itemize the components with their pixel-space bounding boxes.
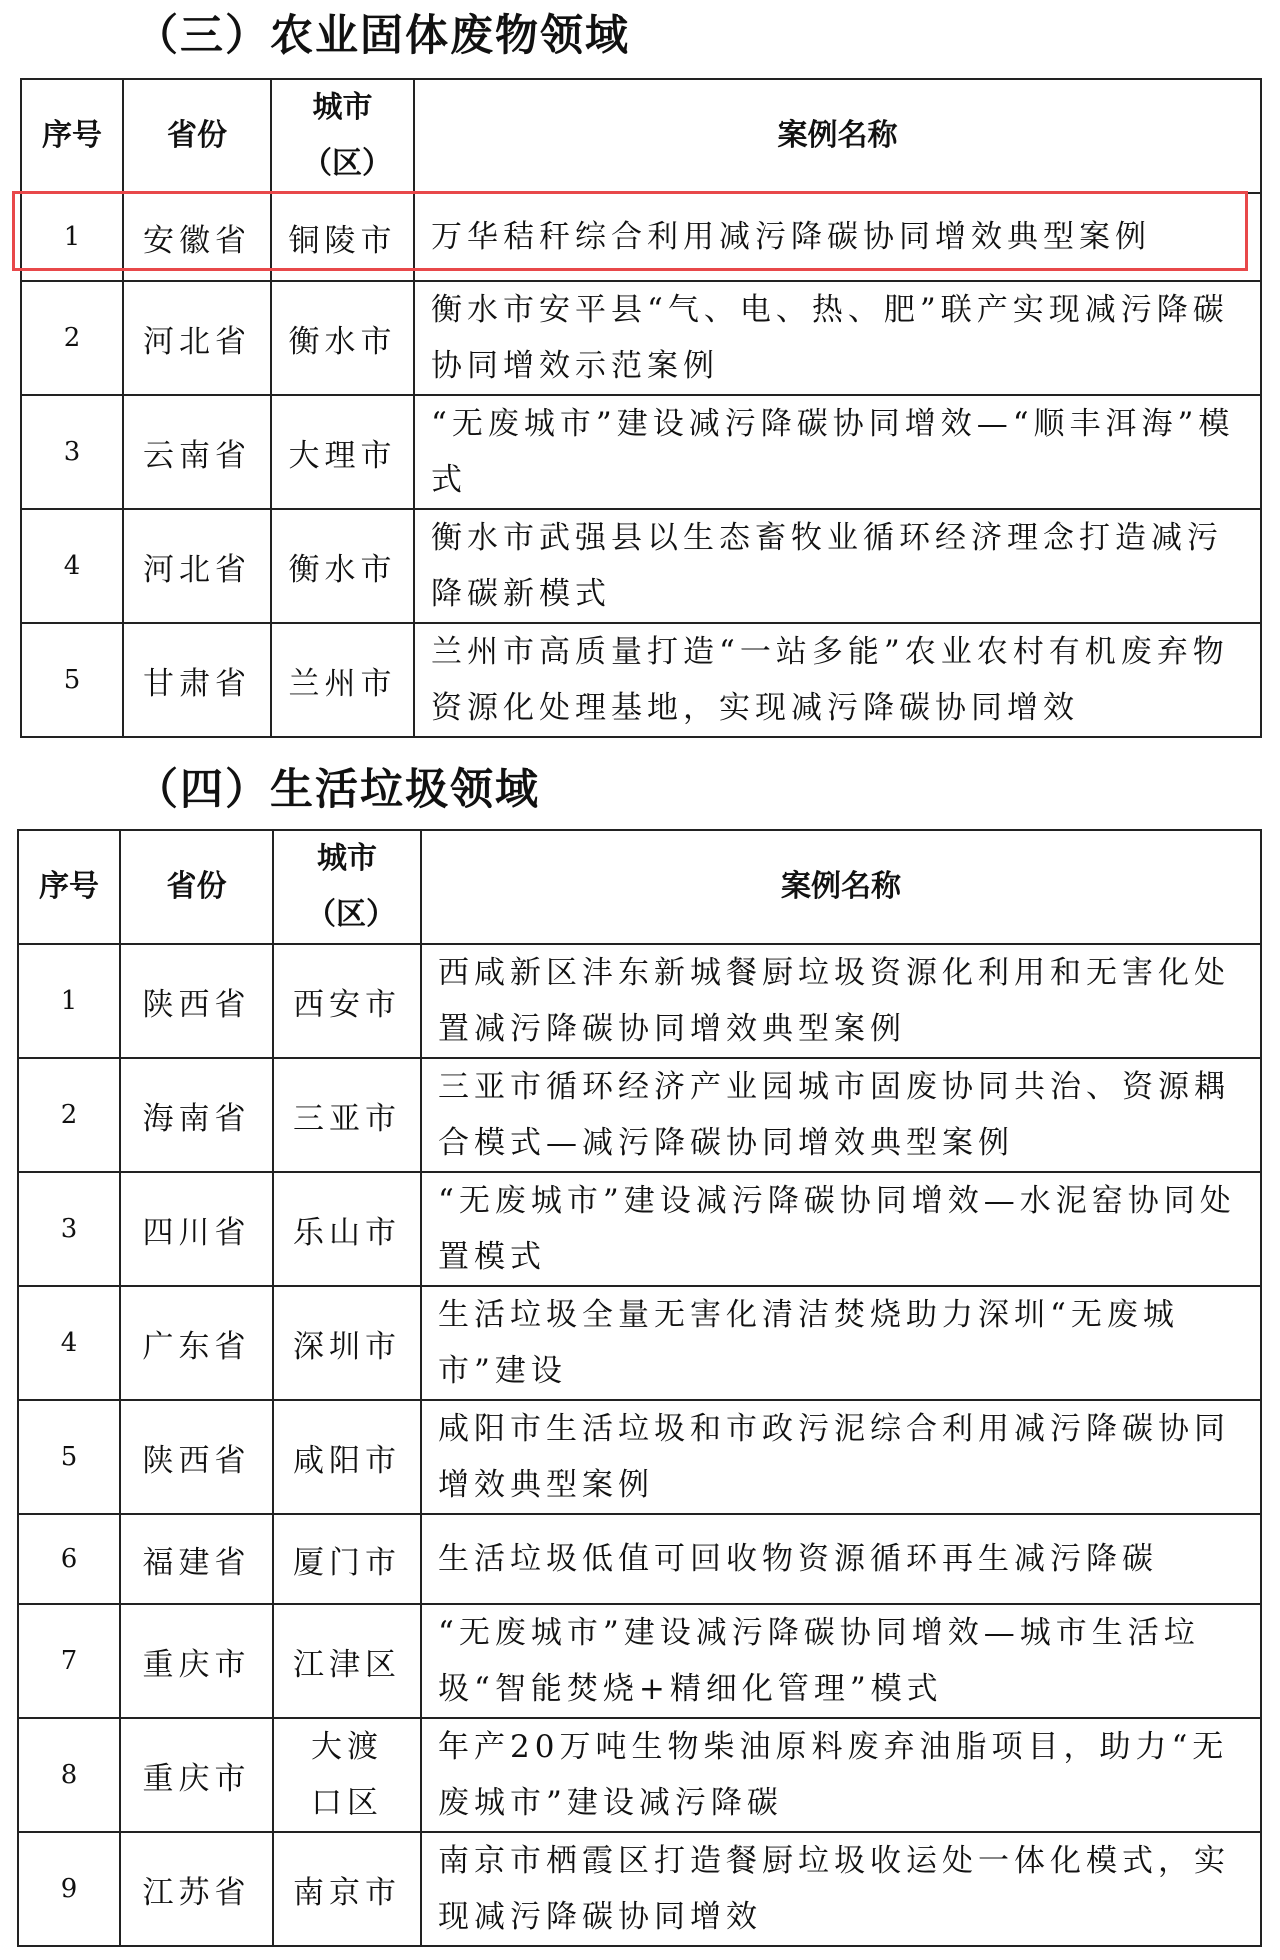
row-no: 1 bbox=[18, 944, 120, 1058]
header-city: 城市（区） bbox=[273, 830, 421, 944]
row-province: 四川省 bbox=[120, 1172, 273, 1286]
header-city: 城市（区） bbox=[271, 79, 414, 193]
table-row bbox=[18, 1172, 1261, 1286]
row-case-name: 西咸新区沣东新城餐厨垃圾资源化利用和无害化处置减污降碳协同增效典型案例 bbox=[421, 944, 1261, 1058]
table-row bbox=[21, 281, 1261, 395]
row-case-name: 年产20万吨生物柴油原料废弃油脂项目，助力“无废城市”建设减污降碳 bbox=[421, 1718, 1261, 1832]
row-case-name: 衡水市安平县“气、电、热、肥”联产实现减污降碳协同增效示范案例 bbox=[414, 281, 1261, 395]
row-no: 5 bbox=[21, 623, 123, 737]
table-row bbox=[18, 1718, 1261, 1832]
row-case-name: 南京市栖霞区打造餐厨垃圾收运处一体化模式，实现减污降碳协同增效 bbox=[421, 1832, 1261, 1946]
row-province: 江苏省 bbox=[120, 1832, 273, 1946]
row-province: 云南省 bbox=[123, 395, 271, 509]
row-province: 陕西省 bbox=[120, 944, 273, 1058]
row-city: 衡水市 bbox=[271, 509, 414, 623]
row-province: 广东省 bbox=[120, 1286, 273, 1400]
row-province: 海南省 bbox=[120, 1058, 273, 1172]
row-no: 4 bbox=[18, 1286, 120, 1400]
row-no: 2 bbox=[18, 1058, 120, 1172]
row-case-name: “无废城市”建设减污降碳协同增效—水泥窑协同处置模式 bbox=[421, 1172, 1261, 1286]
row-no: 3 bbox=[18, 1172, 120, 1286]
table-row bbox=[21, 623, 1261, 737]
row-province: 河北省 bbox=[123, 281, 271, 395]
table-row bbox=[18, 1286, 1261, 1400]
row-case-name: 衡水市武强县以生态畜牧业循环经济理念打造减污降碳新模式 bbox=[414, 509, 1261, 623]
row-city: 大渡口区 bbox=[273, 1718, 421, 1832]
header-province: 省份 bbox=[123, 79, 271, 193]
row-case-name: 万华秸秆综合利用减污降碳协同增效典型案例 bbox=[414, 193, 1261, 281]
header-no: 序号 bbox=[21, 79, 123, 193]
row-no: 1 bbox=[21, 193, 123, 281]
row-no: 3 bbox=[21, 395, 123, 509]
row-no: 2 bbox=[21, 281, 123, 395]
row-case-name: “无废城市”建设减污降碳协同增效—城市生活垃圾“智能焚烧+精细化管理”模式 bbox=[421, 1604, 1261, 1718]
table-row bbox=[18, 944, 1261, 1058]
table-row bbox=[18, 1832, 1261, 1946]
row-province: 安徽省 bbox=[123, 193, 271, 281]
header-case-name: 案例名称 bbox=[414, 79, 1261, 193]
table-row bbox=[18, 1400, 1261, 1514]
row-case-name: 三亚市循环经济产业园城市固废协同共治、资源耦合模式—减污降碳协同增效典型案例 bbox=[421, 1058, 1261, 1172]
row-case-name: “无废城市”建设减污降碳协同增效—“顺丰洱海”模式 bbox=[414, 395, 1261, 509]
table-row bbox=[18, 1058, 1261, 1172]
row-no: 7 bbox=[18, 1604, 120, 1718]
table-row bbox=[21, 193, 1261, 281]
row-case-name: 生活垃圾全量无害化清洁焚烧助力深圳“无废城市”建设 bbox=[421, 1286, 1261, 1400]
table-row bbox=[21, 509, 1261, 623]
row-no: 6 bbox=[18, 1514, 120, 1604]
row-city: 大理市 bbox=[271, 395, 414, 509]
row-city: 兰州市 bbox=[271, 623, 414, 737]
table-row bbox=[21, 395, 1261, 509]
row-city: 咸阳市 bbox=[273, 1400, 421, 1514]
table-row bbox=[18, 1514, 1261, 1604]
row-province: 河北省 bbox=[123, 509, 271, 623]
row-province: 陕西省 bbox=[120, 1400, 273, 1514]
row-city: 深圳市 bbox=[273, 1286, 421, 1400]
row-case-name: 生活垃圾低值可回收物资源循环再生减污降碳 bbox=[421, 1514, 1261, 1604]
row-case-name: 咸阳市生活垃圾和市政污泥综合利用减污降碳协同增效典型案例 bbox=[421, 1400, 1261, 1514]
row-city: 三亚市 bbox=[273, 1058, 421, 1172]
row-no: 9 bbox=[18, 1832, 120, 1946]
row-city: 厦门市 bbox=[273, 1514, 421, 1604]
household-waste-cases-table bbox=[17, 829, 1262, 1947]
row-city: 铜陵市 bbox=[271, 193, 414, 281]
row-city: 江津区 bbox=[273, 1604, 421, 1718]
row-no: 4 bbox=[21, 509, 123, 623]
row-province: 甘肃省 bbox=[123, 623, 271, 737]
row-province: 重庆市 bbox=[120, 1604, 273, 1718]
table-row bbox=[18, 1604, 1261, 1718]
row-case-name: 兰州市高质量打造“一站多能”农业农村有机废弃物资源化处理基地，实现减污降碳协同增效 bbox=[414, 623, 1261, 737]
header-province: 省份 bbox=[120, 830, 273, 944]
row-no: 5 bbox=[18, 1400, 120, 1514]
agriculture-cases-table bbox=[20, 78, 1262, 738]
header-no: 序号 bbox=[18, 830, 120, 944]
table-header-row bbox=[18, 830, 1261, 944]
row-city: 乐山市 bbox=[273, 1172, 421, 1286]
row-city: 西安市 bbox=[273, 944, 421, 1058]
section-heading-household-waste: （四）生活垃圾领域 bbox=[135, 765, 540, 815]
row-city: 南京市 bbox=[273, 1832, 421, 1946]
header-case-name: 案例名称 bbox=[421, 830, 1261, 944]
table-header-row bbox=[21, 79, 1261, 193]
row-province: 重庆市 bbox=[120, 1718, 273, 1832]
row-city: 衡水市 bbox=[271, 281, 414, 395]
section-heading-agriculture: （三）农业固体废物领域 bbox=[135, 11, 630, 61]
row-province: 福建省 bbox=[120, 1514, 273, 1604]
row-no: 8 bbox=[18, 1718, 120, 1832]
